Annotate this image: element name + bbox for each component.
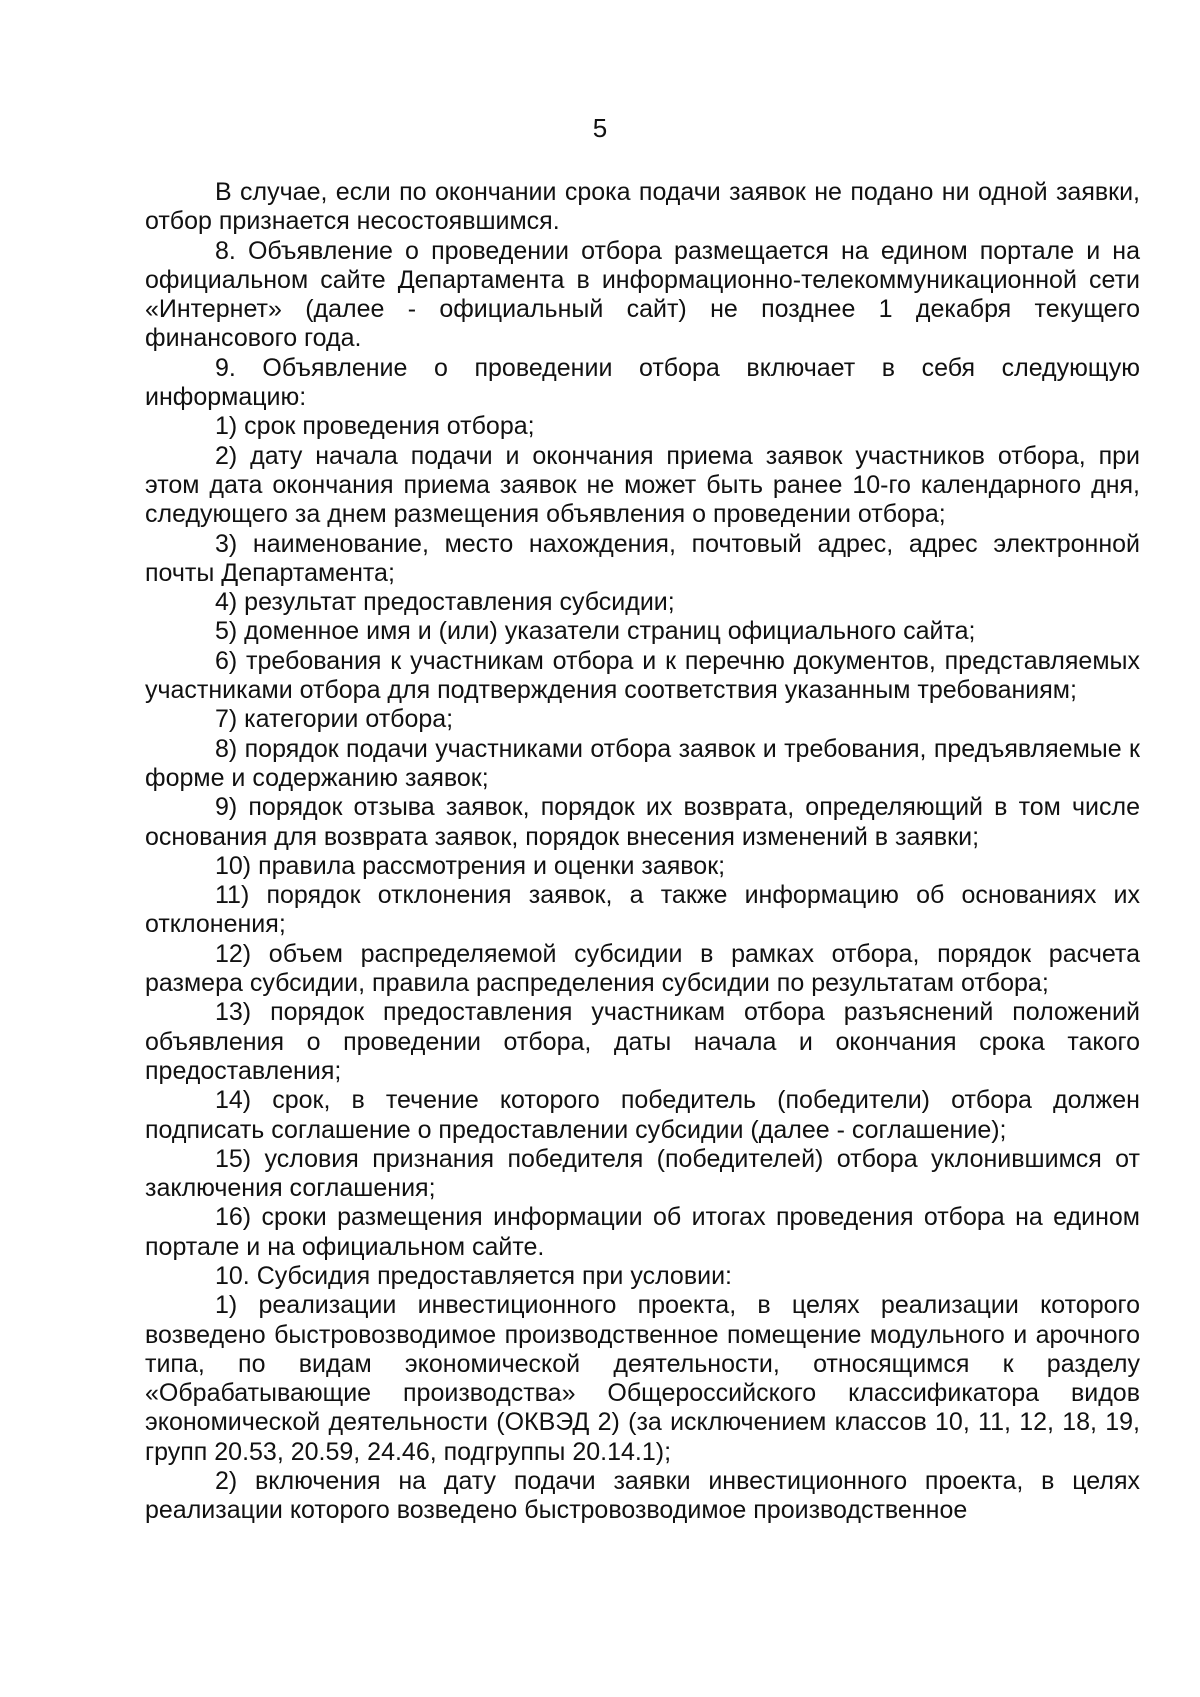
list-item: 2) дату начала подачи и окончания приема заявок участников отбора, при этом дата окончания приема заявок не может быть ранее 10-го календарного дня, следующего за днем размещения объявления о проведении отбора; (145, 441, 1140, 529)
list-item: 8) порядок подачи участниками отбора заявок и требования, предъявляемые к форме и содержанию заявок; (145, 734, 1140, 792)
paragraph: 10. Субсидия предоставляется при условии: (215, 1261, 732, 1290)
list-item: 13) порядок предоставления участникам отбора разъяснений положений объявления о проведении отбора, даты начала и окончания срока такого предоставления; (145, 998, 1140, 1085)
list-item: 1) реализации инвестиционного проекта, в целях реализации которого возведено быстровозводимое производственное помещение модульного и арочного типа, по видам экономической деятельности, относящимся к разделу «Обрабатывающие производства» Общероссийского классификатора видов экономической деятельности (ОКВЭД 2) (за исключением классов 10, 11, 12, 18, 19, групп 20.53, 20.59, 24.46, подгруппы 20.14.1); (145, 1291, 1140, 1466)
list-item: 9) порядок отзыва заявок, порядок их возврата, определяющий в том числе основания для возврата заявок, порядок внесения изменений в заявки; (145, 793, 1140, 851)
list-item: 5) доменное имя и (или) указатели страниц официального сайта; (215, 617, 976, 646)
paragraph: В случае, если по окончании срока подачи заявок не подано ни одной заявки, отбор признается несостоявшимся. (145, 178, 1140, 236)
list-item: 7) категории отбора; (215, 705, 454, 734)
list-item: 3) наименование, место нахождения, почтовый адрес, адрес электронной почты Департамента; (145, 529, 1140, 587)
document-body (145, 178, 1140, 1526)
page-number: 5 (592, 113, 608, 143)
paragraph: 8. Объявление о проведении отбора размещается на едином портале и на официальном сайте Департамента в информационно-телекоммуникационной сети «Интернет» (далее - официальный сайт) не позднее 1 декабря текущего финансового года. (145, 236, 1140, 353)
list-item: 11) порядок отклонения заявок, а также информацию об основаниях их отклонения; (145, 881, 1140, 939)
list-item: 16) сроки размещения информации об итогах проведения отбора на едином портале и на официальном сайте. (145, 1203, 1140, 1261)
list-item: 10) правила рассмотрения и оценки заявок; (215, 851, 726, 880)
list-item: 12) объем распределяемой субсидии в рамках отбора, порядок расчета размера субсидии, правила распределения субсидии по результатам отбора; (145, 939, 1140, 998)
paragraph: 9. Объявление о проведении отбора включает в себя следующую информацию: (145, 353, 1140, 412)
list-item: 1) срок проведения отбора; (215, 412, 535, 441)
list-item: 14) срок, в течение которого победитель (победители) отбора должен подписать соглашение о предоставлении субсидии (далее - соглашение); (145, 1086, 1140, 1144)
list-item: 4) результат предоставления субсидии; (215, 588, 675, 617)
list-item: 2) включения на дату подачи заявки инвестиционного проекта, в целях реализации которого возведено быстровозводимое производственное (145, 1467, 1140, 1525)
list-item: 6) требования к участникам отбора и к перечню документов, представляемых участниками отбора для подтверждения соответствия указанным требованиям; (145, 646, 1140, 705)
list-item: 15) условия признания победителя (победителей) отбора уклонившимся от заключения соглашения; (145, 1144, 1140, 1203)
